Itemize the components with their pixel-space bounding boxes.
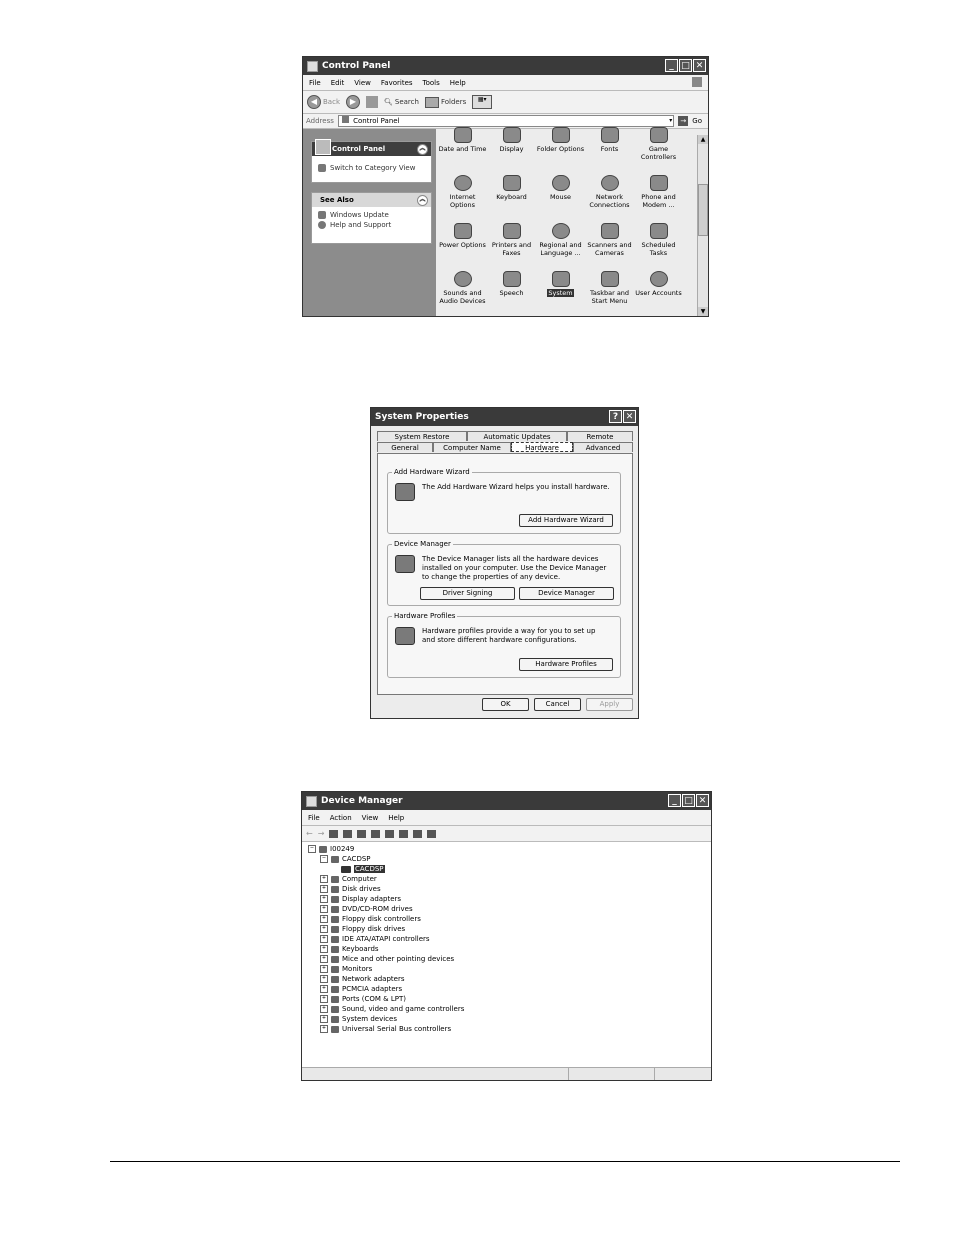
back-button[interactable]: ◀ Back	[307, 95, 340, 109]
expand-icon[interactable]: +	[321, 975, 327, 981]
tabs-row-bottom	[377, 442, 633, 452]
keyboard-icon	[503, 175, 521, 191]
network-adapter-icon	[331, 976, 339, 983]
uninstall-icon[interactable]	[413, 830, 422, 838]
minimize-icon[interactable]: _	[665, 59, 678, 72]
maximize-icon[interactable]: □	[682, 794, 695, 807]
globe-icon	[454, 175, 472, 191]
go-arrow-icon[interactable]: →	[678, 116, 688, 126]
menu-view[interactable]: View	[354, 78, 371, 87]
device-manager-icon	[395, 555, 415, 573]
taskbar-icon	[601, 271, 619, 287]
power-icon	[454, 223, 472, 239]
windows-update-icon	[318, 211, 326, 219]
dvd-drive-icon	[331, 906, 339, 913]
switch-view-icon	[318, 164, 326, 172]
device-manager-titlebar[interactable]	[302, 792, 711, 810]
expand-icon[interactable]: +	[321, 925, 327, 931]
users-icon	[650, 271, 668, 287]
go-button[interactable]: Go	[692, 117, 702, 125]
expand-icon[interactable]: +	[321, 1015, 327, 1021]
address-label: Address	[306, 117, 334, 125]
expand-icon[interactable]: +	[321, 955, 327, 961]
folder-options-icon	[552, 127, 570, 143]
mouse-icon	[331, 956, 339, 963]
status-pane	[302, 1068, 569, 1080]
back-arrow-icon[interactable]: ←	[306, 829, 313, 838]
close-icon[interactable]: ✕	[693, 59, 706, 72]
speaker-icon	[454, 271, 472, 287]
status-pane	[655, 1068, 711, 1080]
camera-icon	[601, 223, 619, 239]
status-pane	[569, 1068, 655, 1080]
expand-icon[interactable]: +	[321, 1025, 327, 1031]
tree-item[interactable]: + Computer	[321, 875, 377, 883]
scan-hardware-icon[interactable]	[385, 830, 394, 838]
tabs-row-top	[377, 431, 633, 441]
globe-icon	[552, 223, 570, 239]
speech-icon	[503, 271, 521, 287]
item-phone-and-modem[interactable]: Phone and Modem ...	[634, 175, 683, 217]
pcmcia-icon	[331, 986, 339, 993]
gamepad-icon	[650, 127, 668, 143]
control-panel-icon	[307, 61, 318, 72]
collapse-icon[interactable]: ︽	[417, 144, 428, 155]
tab-general[interactable]: General	[377, 442, 433, 452]
monitor-icon	[331, 966, 339, 973]
control-panel-window	[302, 56, 709, 317]
window-title: Control Panel	[322, 61, 391, 71]
floppy-controller-icon	[331, 916, 339, 923]
control-panel-titlebar[interactable]	[303, 57, 708, 75]
tree-item[interactable]: + Keyboards	[321, 945, 379, 953]
tree-item[interactable]: + System devices	[321, 1015, 397, 1023]
device-manager-window	[301, 791, 712, 1081]
control-panel-small-icon	[342, 116, 349, 123]
menu-view[interactable]: View	[361, 813, 379, 822]
display-adapter-icon	[331, 896, 339, 903]
tree-item[interactable]: + Monitors	[321, 965, 373, 973]
item-network-connections[interactable]: Network Connections	[585, 175, 634, 217]
tree-item[interactable]: + Disk drives	[321, 885, 381, 893]
folder-icon	[425, 97, 439, 108]
tree-item[interactable]: + DVD/CD-ROM drives	[321, 905, 413, 913]
menu-help[interactable]: Help	[449, 78, 466, 87]
menu-bar	[303, 75, 708, 91]
window-title: Device Manager	[321, 796, 403, 806]
close-icon[interactable]: ✕	[696, 794, 709, 807]
tab-automatic-updates[interactable]: Automatic Updates	[467, 431, 567, 441]
vertical-scrollbar[interactable]	[697, 135, 708, 316]
help-icon[interactable]: ?	[609, 410, 622, 423]
expand-icon[interactable]: +	[321, 895, 327, 901]
folders-button[interactable]: Folders	[425, 97, 466, 108]
expand-icon[interactable]: +	[321, 995, 327, 1001]
expand-icon[interactable]: +	[321, 885, 327, 891]
tab-remote[interactable]: Remote	[567, 431, 633, 441]
item-user-accounts[interactable]: User Accounts	[634, 271, 683, 313]
tree-item[interactable]: + Mice and other pointing devices	[321, 955, 455, 963]
tree-item[interactable]: + IDE ATA/ATAPI controllers	[321, 935, 430, 943]
system-icon	[552, 271, 570, 287]
add-hardware-wizard-button[interactable]: Add Hardware Wizard	[519, 514, 613, 527]
add-hardware-group	[387, 468, 621, 534]
usb-icon	[331, 1026, 339, 1033]
system-properties-dialog	[370, 407, 639, 719]
collapse-icon[interactable]: ︽	[417, 195, 428, 206]
tree-root[interactable]: − I00249	[309, 845, 355, 853]
control-panel-items	[438, 127, 688, 313]
item-system[interactable]: System	[536, 271, 585, 313]
windows-update-link[interactable]: Windows Update	[312, 207, 431, 220]
floppy-drive-icon	[331, 926, 339, 933]
tree-item[interactable]: + Ports (COM & LPT)	[321, 995, 406, 1003]
menu-bar	[302, 810, 711, 826]
forward-button[interactable]	[346, 95, 360, 109]
cancel-button[interactable]: Cancel	[534, 698, 581, 711]
expand-icon[interactable]: +	[321, 905, 327, 911]
expand-icon[interactable]: +	[321, 1005, 327, 1011]
keyboard-icon	[331, 946, 339, 953]
driver-signing-button[interactable]: Driver Signing	[420, 587, 515, 600]
dialog-title: System Properties	[375, 412, 469, 422]
tree-item[interactable]: + Display adapters	[321, 895, 402, 903]
tree-item-cacdsp-device[interactable]: CACDSP	[341, 864, 385, 874]
tab-advanced[interactable]: Advanced	[573, 442, 633, 452]
device-manager-group	[387, 540, 621, 606]
add-hardware-text: The Add Hardware Wizard helps you install hardware.	[422, 483, 610, 491]
tab-computer-name[interactable]: Computer Name	[433, 442, 511, 452]
status-bar	[302, 1067, 711, 1080]
item-display[interactable]: Display	[487, 127, 536, 169]
item-fonts[interactable]: Fonts	[585, 127, 634, 169]
mouse-icon	[552, 175, 570, 191]
device-manager-text: The Device Manager lists all the hardware devices installed on your computer. Use the Device Manager to change the properties of any device.	[422, 555, 607, 581]
port-icon	[331, 996, 339, 1003]
dropdown-arrow-icon[interactable]: ▾	[669, 117, 673, 124]
menu-edit[interactable]: Edit	[330, 78, 345, 87]
item-scanners-and-cameras[interactable]: Scanners and Cameras	[585, 223, 634, 265]
control-panel-task-box	[311, 141, 432, 183]
views-button[interactable]: ▦▾	[472, 95, 492, 109]
print-icon[interactable]	[357, 830, 366, 838]
menu-file[interactable]: File	[309, 78, 321, 87]
phone-icon	[650, 175, 668, 191]
expand-icon[interactable]: +	[321, 945, 327, 951]
tree-item[interactable]: + Sound, video and game controllers	[321, 1005, 465, 1013]
search-icon: 🔍︎	[384, 98, 393, 106]
maximize-icon[interactable]: □	[679, 59, 692, 72]
hardware-profiles-title: Hardware Profiles	[394, 612, 456, 620]
computer-icon	[319, 846, 327, 853]
display-icon	[503, 127, 521, 143]
menu-favorites[interactable]: Favorites	[380, 78, 413, 87]
item-speech[interactable]: Speech	[487, 271, 536, 313]
address-input[interactable]: Control Panel ▾	[338, 115, 674, 127]
printer-icon	[503, 223, 521, 239]
tab-system-restore[interactable]: System Restore	[377, 431, 467, 441]
page-footer-rule	[110, 1161, 900, 1162]
item-regional-and-language[interactable]: Regional and Language ...	[536, 223, 585, 265]
console-tree-icon[interactable]	[329, 830, 338, 838]
expand-icon[interactable]: +	[321, 915, 327, 921]
scroll-down-icon[interactable]: ▼	[698, 307, 708, 316]
hardware-wizard-icon	[395, 483, 415, 501]
menu-file[interactable]: File	[308, 813, 320, 822]
scroll-up-icon[interactable]: ▲	[698, 135, 708, 144]
item-mouse[interactable]: Mouse	[536, 175, 585, 217]
tree-item-cacdsp[interactable]: − CACDSP	[321, 855, 371, 863]
device-manager-title: Device Manager	[394, 540, 451, 548]
see-also-box	[311, 192, 432, 244]
tree-item[interactable]: + Network adapters	[321, 975, 405, 983]
scheduled-tasks-icon	[650, 223, 668, 239]
switch-to-category-view-link[interactable]: Switch to Category View	[312, 156, 431, 175]
add-hardware-title: Add Hardware Wizard	[394, 468, 470, 476]
tab-hardware[interactable]: Hardware	[511, 442, 573, 452]
back-arrow-icon: ◀	[307, 95, 321, 109]
sound-icon	[331, 1006, 339, 1013]
expand-icon[interactable]: +	[321, 985, 327, 991]
windows-logo-icon	[692, 77, 702, 87]
system-device-icon	[331, 1016, 339, 1023]
toolbar	[303, 91, 708, 114]
close-icon[interactable]: ✕	[623, 410, 636, 423]
expand-icon[interactable]: +	[321, 875, 327, 881]
hardware-profiles-icon	[395, 627, 415, 645]
item-folder-options[interactable]: Folder Options	[536, 127, 585, 169]
item-printers-and-faxes[interactable]: Printers and Faxes	[487, 223, 536, 265]
disk-drive-icon	[331, 886, 339, 893]
clock-icon	[454, 127, 472, 143]
computer-icon	[331, 876, 339, 883]
tree-item[interactable]: + Floppy disk drives	[321, 925, 406, 933]
search-button[interactable]: 🔍︎ Search	[384, 98, 419, 106]
item-taskbar-and-start-menu[interactable]: Taskbar and Start Menu	[585, 271, 634, 313]
tree-item[interactable]: + Floppy disk controllers	[321, 915, 421, 923]
item-date-and-time[interactable]: Date and Time	[438, 127, 487, 169]
expand-icon[interactable]: +	[321, 965, 327, 971]
forward-arrow-icon[interactable]: →	[317, 829, 325, 838]
apply-button[interactable]: Apply	[586, 698, 633, 711]
expand-icon[interactable]: +	[321, 935, 327, 941]
collapse-icon[interactable]: −	[309, 845, 315, 851]
item-power-options[interactable]: Power Options	[438, 223, 487, 265]
item-game-controllers[interactable]: Game Controllers	[634, 127, 683, 169]
item-sounds-and-audio[interactable]: Sounds and Audio Devices	[438, 271, 487, 313]
task-box-header: Control Panel ︽	[312, 142, 431, 156]
hardware-profiles-text: Hardware profiles provide a way for you to set up and store different hardware configurations.	[422, 627, 596, 644]
item-internet-options[interactable]: Internet Options	[438, 175, 487, 217]
control-panel-large-icon	[315, 139, 331, 155]
see-also-header: See Also ︽	[312, 193, 431, 207]
tree-item[interactable]: + Universal Serial Bus controllers	[321, 1025, 452, 1033]
ide-controller-icon	[331, 936, 339, 943]
minimize-icon[interactable]: _	[668, 794, 681, 807]
help-and-support-link[interactable]: Help and Support	[312, 220, 431, 232]
hardware-tab-panel	[377, 453, 633, 695]
device-icon	[331, 856, 339, 863]
tree-item[interactable]: + PCMCIA adapters	[321, 985, 403, 993]
help-icon	[318, 221, 326, 229]
help-icon[interactable]	[371, 830, 380, 838]
update-driver-icon[interactable]	[399, 830, 408, 838]
menu-help[interactable]: Help	[388, 813, 405, 822]
device-icon	[341, 866, 351, 873]
device-manager-button[interactable]: Device Manager	[519, 587, 614, 600]
ok-button[interactable]: OK	[482, 698, 529, 711]
device-manager-icon	[306, 796, 317, 807]
item-scheduled-tasks[interactable]: Scheduled Tasks	[634, 223, 683, 265]
collapse-icon[interactable]: −	[321, 855, 327, 861]
menu-action[interactable]: Action	[329, 813, 352, 822]
hardware-profiles-group	[387, 612, 621, 678]
disable-icon[interactable]	[427, 830, 436, 838]
system-properties-titlebar[interactable]	[371, 408, 638, 426]
properties-icon[interactable]	[343, 830, 352, 838]
network-icon	[601, 175, 619, 191]
scroll-thumb[interactable]	[698, 184, 708, 236]
menu-tools[interactable]: Tools	[422, 78, 440, 87]
forward-arrow-icon: ▶	[346, 95, 360, 109]
item-keyboard[interactable]: Keyboard	[487, 175, 536, 217]
fonts-icon	[601, 127, 619, 143]
hardware-profiles-button[interactable]: Hardware Profiles	[519, 658, 613, 671]
up-folder-icon[interactable]	[366, 96, 378, 108]
toolbar	[302, 826, 711, 842]
